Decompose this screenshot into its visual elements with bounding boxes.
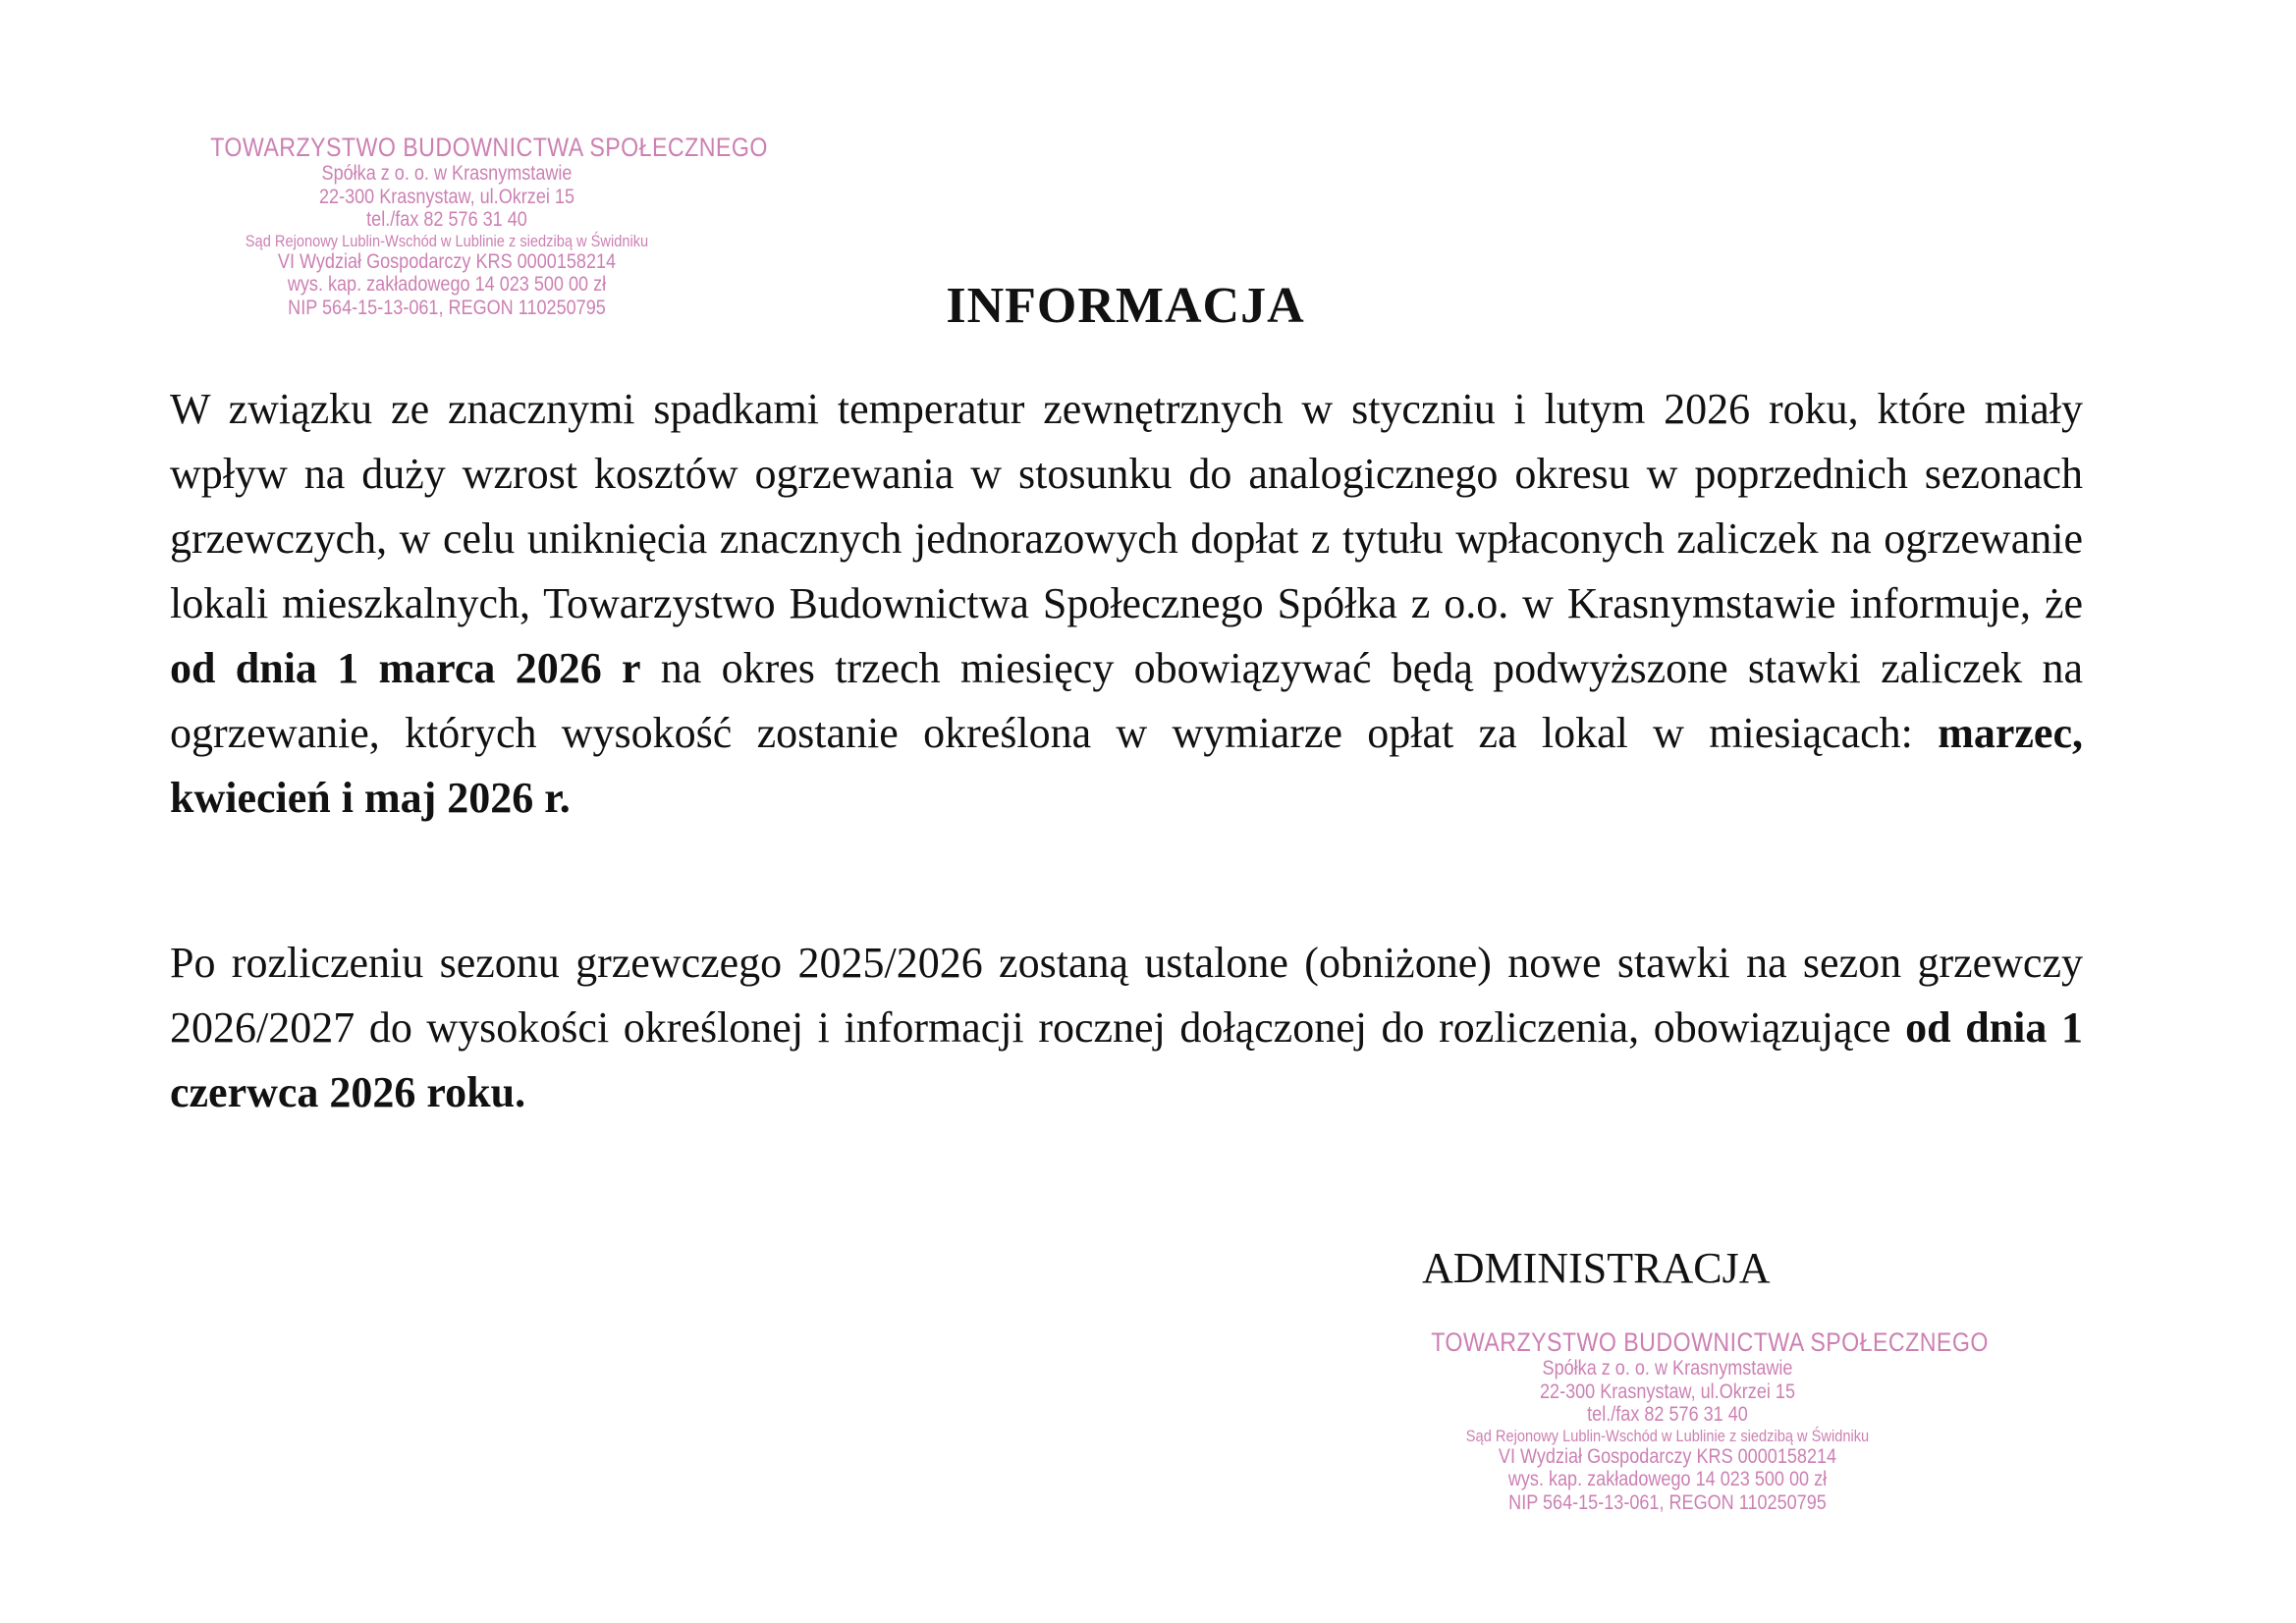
paragraph-1-text-a: W związku ze znacznymi spadkami temperatur zewnętrznych w styczniu i lutym 2026 roku, które miały wpływ na duży wzrost kosztów ogrzewania w stosunku do analogicznego okresu w poprzednich sezonach grzewczych, w celu uniknięcia znacznych jednorazowych dopłat z tytułu wpłaconych zaliczek na ogrzewanie lokali mieszkalnych, Towarzystwo Budownictwa Społecznego Spółka z o.o. w Krasnymstawie informuje, że: [170, 385, 2083, 627]
stamp-line: tel./fax 82 576 31 40: [1587, 1403, 1748, 1427]
paragraph-1-bold-months: marzec, kwiecień i maj 2026 r.: [170, 709, 2083, 822]
paragraph-1-bold-date: od dnia 1 marca 2026 r: [170, 644, 641, 692]
company-stamp-bottom: [1431, 1327, 1989, 1514]
stamp-line: Sąd Rejonowy Lublin-Wschód w Lublinie z siedzibą w Świdniku: [1465, 1426, 1870, 1445]
stamp-line: NIP 564-15-13-061, REGON 110250795: [288, 296, 606, 319]
signature-administracja: ADMINISTRACJA: [1422, 1244, 1771, 1292]
stamp-line: TOWARZYSTWO BUDOWNICTWA SPOŁECZNEGO: [1431, 1327, 1989, 1357]
document-title: [0, 277, 2296, 335]
stamp-line: tel./fax 82 576 31 40: [366, 208, 527, 232]
paragraph-2: [170, 931, 2083, 1125]
stamp-line: wys. kap. zakładowego 14 023 500 00 zł: [1507, 1468, 1828, 1491]
stamp-line: 22-300 Krasnystaw, ul.Okrzei 15: [318, 185, 574, 208]
stamp-line: Sąd Rejonowy Lublin-Wschód w Lublinie z siedzibą w Świdniku: [245, 231, 649, 250]
paragraph-1-text-b: na okres trzech miesięcy obowiązywać będą podwyższone stawki zaliczek na ogrzewanie, których wysokość zostanie określona w wymiarze opłat za lokal w miesiącach:: [170, 644, 2083, 757]
stamp-line: Spółka z o. o. w Krasnymstawie: [1542, 1357, 1793, 1380]
stamp-line: TOWARZYSTWO BUDOWNICTWA SPOŁECZNEGO: [210, 133, 768, 162]
paragraph-2-text-a: Po rozliczeniu sezonu grzewczego 2025/2026 zostaną ustalone (obniżone) nowe stawki na sezon grzewczy 2026/2027 do wysokości określonej i informacji rocznej dołączonej do rozliczenia, obowiązujące: [170, 939, 2083, 1052]
paragraph-2-bold-date: od dnia 1 czerwca 2026 roku.: [170, 1003, 2083, 1116]
stamp-line: wys. kap. zakładowego 14 023 500 00 zł: [287, 273, 607, 297]
stamp-line: VI Wydział Gospodarczy KRS 0000158214: [277, 249, 617, 273]
stamp-line: NIP 564-15-13-061, REGON 110250795: [1508, 1490, 1827, 1514]
paragraph-1: [170, 377, 2083, 831]
document-title-text: INFORMACJA: [946, 278, 1305, 334]
stamp-line: VI Wydział Gospodarczy KRS 0000158214: [1498, 1444, 1837, 1468]
stamp-line: Spółka z o. o. w Krasnymstawie: [321, 162, 573, 186]
stamp-line: 22-300 Krasnystaw, ul.Okrzei 15: [1539, 1380, 1795, 1403]
